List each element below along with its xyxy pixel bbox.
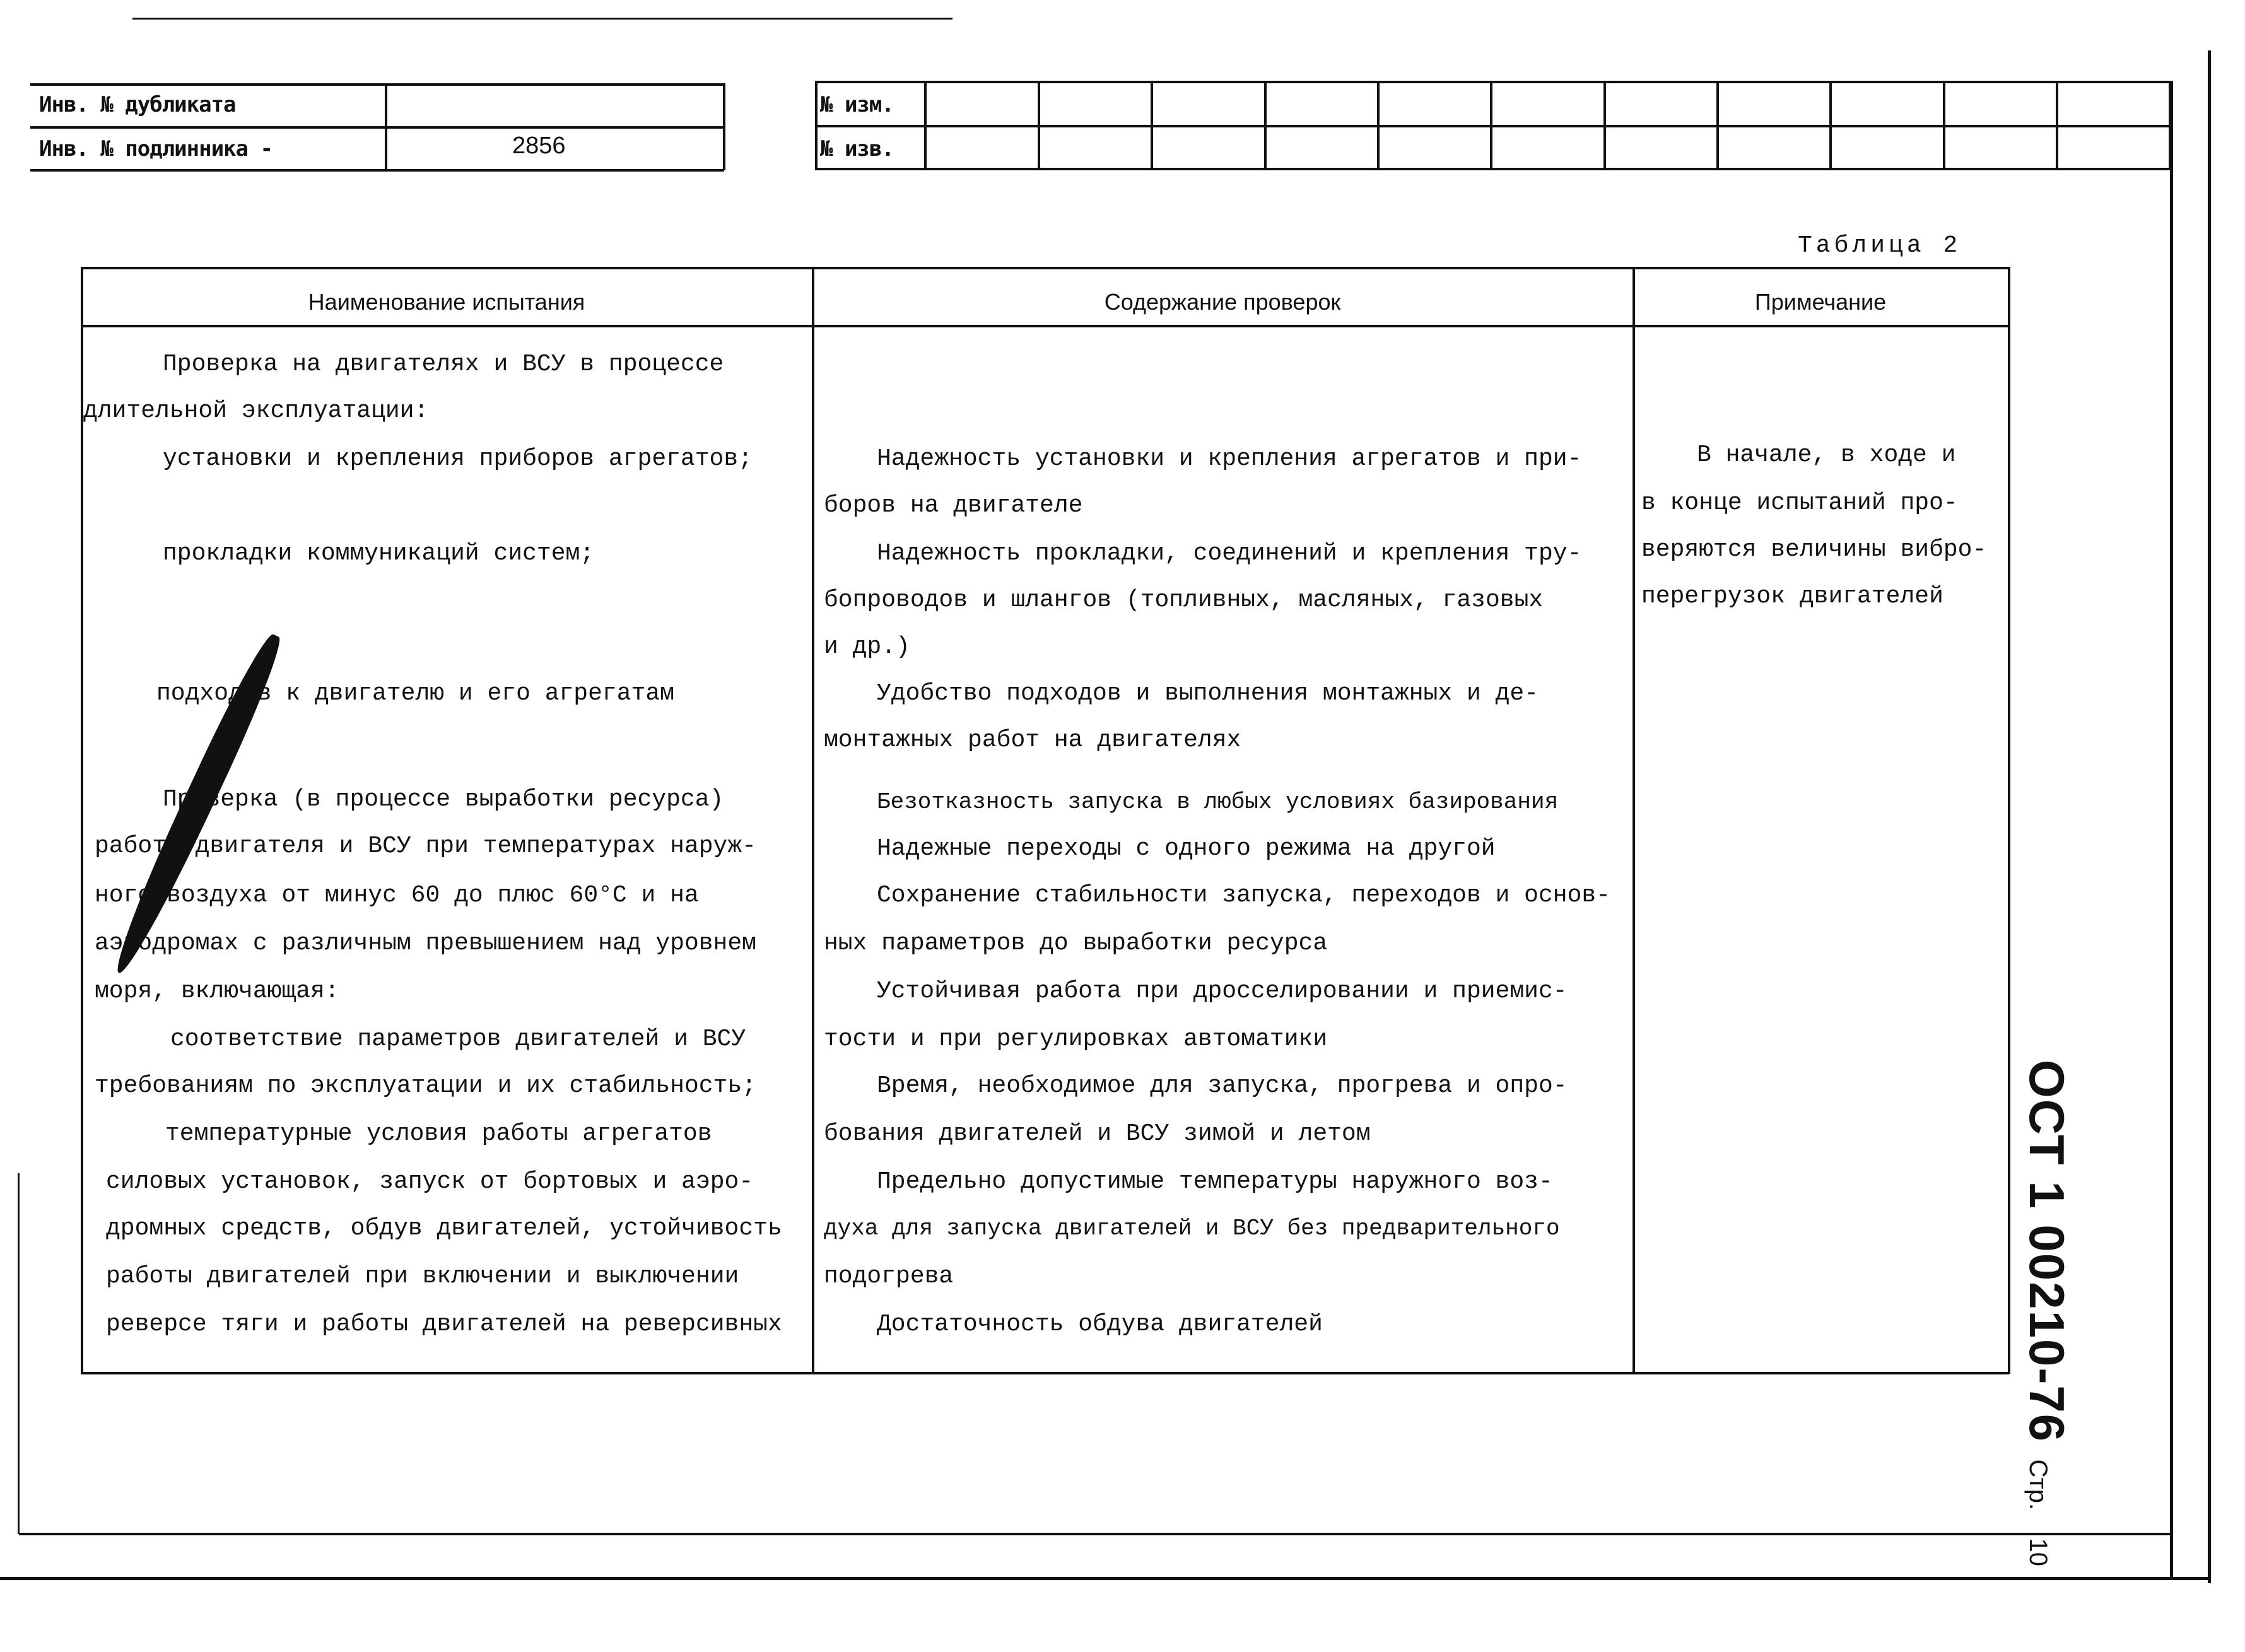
- header-left-bottom-line: [30, 169, 724, 172]
- change-no-label: № изм.: [820, 92, 894, 117]
- col3-line: В начале, в ходе и: [1697, 442, 1956, 469]
- rev-grid-col: [1603, 81, 1606, 169]
- header-right-bottom-line: [815, 168, 2170, 170]
- header-right-mid-line: [815, 125, 2170, 127]
- col3-line: веряются величины вибро-: [1641, 536, 1987, 563]
- table-caption: Таблица 2: [1798, 232, 1962, 259]
- col3-line: в конце испытаний про-: [1641, 489, 1958, 517]
- col1-line: соответствие параметров двигателей и ВСУ: [170, 1026, 746, 1053]
- table-header-line: [81, 325, 2009, 327]
- rev-grid-col: [1377, 81, 1380, 169]
- col2-line: Надежные переходы с одного режима на другой: [877, 835, 1496, 862]
- col2-line: Безотказность запуска в любых условиях базирования: [877, 789, 1559, 815]
- col1-line: реверсе тяги и работы двигателей на реверсивных: [106, 1311, 782, 1338]
- col2-line: тости и при регулировках автоматики: [824, 1026, 1328, 1053]
- col1-line: дромных средств, обдув двигателей, устойчивость: [106, 1215, 782, 1242]
- col2-line: и др.): [824, 633, 910, 660]
- col2-line: бования двигателей и ВСУ зимой и летом: [824, 1120, 1371, 1147]
- header-left-mid-line: [30, 126, 724, 129]
- frame-bottom-border: [19, 1533, 2173, 1535]
- header-left-top-line: [30, 83, 724, 86]
- table-top-line: [81, 267, 2009, 269]
- col1-line: моря, включающая:: [95, 978, 339, 1005]
- col1-line: работы двигателей при включении и выключении: [106, 1263, 739, 1290]
- rev-grid-col: [1264, 81, 1267, 169]
- table-left-border: [81, 267, 83, 1374]
- col1-line: длительной эксплуатации:: [83, 397, 429, 425]
- col1-line: ного воздуха от минус 60 до плюс 60°С и на: [95, 882, 699, 909]
- col2-line: Надежность прокладки, соединений и крепления тру-: [877, 540, 1582, 567]
- inv-duplicate-label: Инв. № дубликата: [39, 92, 236, 117]
- col3-line: перегрузок двигателей: [1641, 583, 1943, 610]
- col2-line: Устойчивая работа при дросселировании и приемис-: [877, 978, 1568, 1005]
- page-label: Стр.: [2024, 1459, 2052, 1511]
- rev-grid-col: [1151, 81, 1153, 169]
- header-left-right-edge: [723, 83, 725, 170]
- rev-grid-col: [1829, 81, 1832, 169]
- col2-line: бопроводов и шлангов (топливных, масляных, газовых: [824, 587, 1544, 614]
- table-col-divider-1: [812, 267, 814, 1374]
- col1-line: работы двигателя и ВСУ при температурах наруж-: [95, 833, 756, 860]
- column-header-note: Примечание: [1754, 289, 1887, 315]
- top-rule: [132, 18, 953, 20]
- col1-line: подходов к двигателю и его агрегатам: [156, 680, 674, 707]
- notice-no-label: № изв.: [820, 136, 894, 161]
- col1-line: Проверка (в процессе выработки ресурса): [163, 786, 724, 813]
- outer-frame-bottom: [0, 1577, 2211, 1580]
- table-right-border: [2008, 267, 2010, 1374]
- col1-line: прокладки коммуникаций систем;: [163, 540, 595, 567]
- rev-grid-col: [1716, 81, 1719, 169]
- col2-line: духа для запуска двигателей и ВСУ без предварительного: [824, 1216, 1560, 1241]
- rev-grid-col: [815, 81, 818, 169]
- col2-line: боров на двигателе: [824, 492, 1083, 519]
- frame-left-border: [18, 1173, 20, 1534]
- standard-code-block: [2018, 1060, 2075, 1566]
- col2-line: Сохранение стабильности запуска, переходов и основ-: [877, 882, 1610, 909]
- page-number: 10: [2024, 1538, 2052, 1567]
- col2-line: монтажных работ на двигателях: [824, 727, 1241, 754]
- rev-grid-col: [1943, 81, 1945, 169]
- rev-grid-col: [1490, 81, 1492, 169]
- col1-line: аэродромах с различным превышением над уровнем: [95, 930, 756, 957]
- col2-line: Удобство подходов и выполнения монтажных и де-: [877, 680, 1539, 707]
- rev-grid-col: [2056, 81, 2058, 169]
- frame-right-border: [2170, 81, 2173, 1579]
- col2-line: подогрева: [824, 1263, 954, 1290]
- col1-line: силовых установок, запуск от бортовых и аэро-: [106, 1168, 754, 1195]
- rev-grid-col: [1038, 81, 1040, 169]
- header-right-top-line: [815, 81, 2170, 83]
- inv-original-value: 2856: [512, 132, 566, 159]
- col1-line: температурные условия работы агрегатов: [165, 1120, 712, 1147]
- col2-line: Надежность установки и крепления агрегатов и при-: [877, 445, 1582, 472]
- col1-line: требованиям по эксплуатации и их стабильность;: [95, 1072, 756, 1099]
- table-bottom-line: [81, 1372, 2009, 1374]
- rev-grid-col: [924, 81, 927, 169]
- column-header-check-content: Содержание проверок: [1104, 289, 1341, 315]
- col2-line: Предельно допустимые температуры наружного воз-: [877, 1168, 1553, 1195]
- col1-line: установки и крепления приборов агрегатов;: [163, 445, 753, 472]
- outer-frame-right: [2208, 50, 2211, 1583]
- inv-original-label: Инв. № подлинника -: [39, 136, 273, 161]
- col2-line: Достаточность обдува двигателей: [877, 1311, 1323, 1338]
- col2-line: ных параметров до выработки ресурса: [824, 930, 1328, 957]
- col1-line: Проверка на двигателях и ВСУ в процессе: [163, 351, 724, 378]
- header-left-divider: [385, 83, 387, 170]
- table-col-divider-2: [1632, 267, 1635, 1374]
- column-header-test-name: Наименование испытания: [308, 289, 585, 315]
- standard-code: ОСТ 1 00210-76: [2019, 1060, 2075, 1443]
- col2-line: Время, необходимое для запуска, прогрева и опро-: [877, 1072, 1568, 1099]
